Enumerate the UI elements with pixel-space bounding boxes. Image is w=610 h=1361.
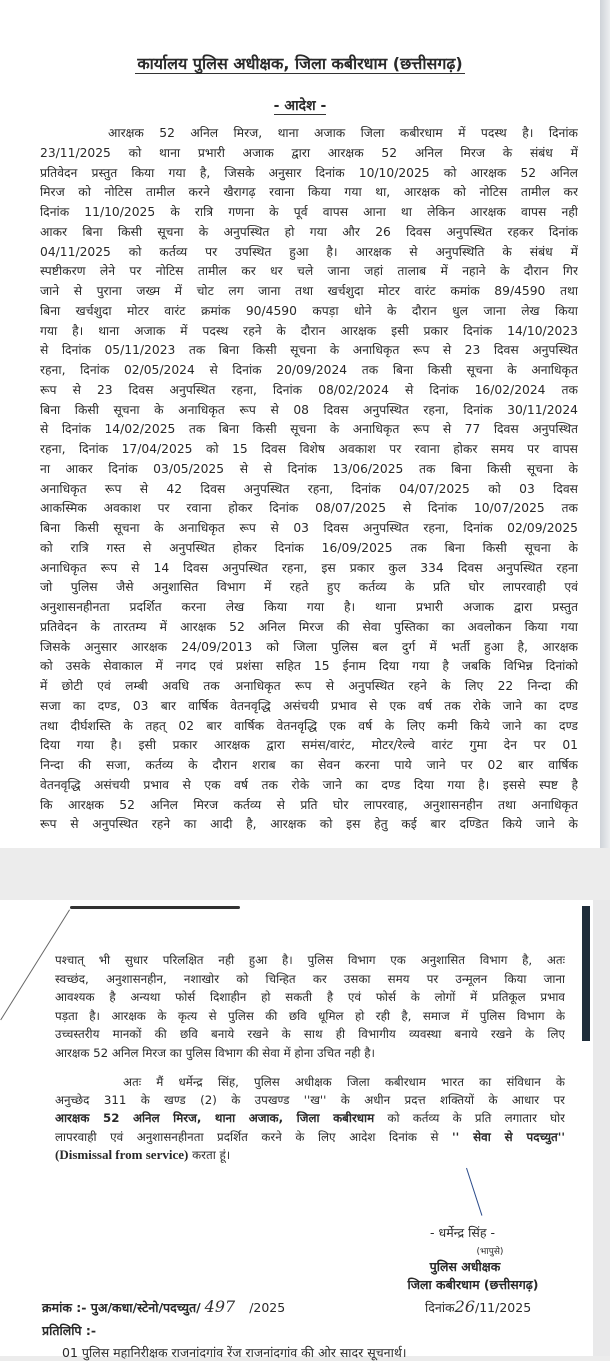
- body-line: अनाधिकृत रूप से 14 दिवस अनुपस्थित रहना, इस प्रकार कुल 334 दिवस अनुपस्थित रहना: [40, 560, 578, 575]
- date-rest: /11/2025: [475, 1300, 532, 1315]
- office-title: [0, 52, 600, 74]
- page-edge: [600, 0, 610, 848]
- body-line: आकर बिना किसी सूचना के अनुपस्थित हो गया और 26 दिवस अनुपस्थित रहकर दिनांक: [40, 224, 578, 239]
- body-line: जाने से पुराना जख्म में चोट लग जाना तथा खर्चशुदा मोटर वारंट कमांक 89/4590 तथा: [40, 284, 578, 298]
- order-text: करता हूं।: [188, 1148, 231, 1162]
- date-day-handwritten: 26: [454, 1297, 476, 1316]
- order-text: को कर्तव्य के प्रति लगातार घोर: [374, 1111, 565, 1125]
- body-line: तथा दीर्घशस्ति के तहत् 02 बार वार्षिक वेतनवृद्धि एक वर्ष के लिए कमी किये जाने का दण्ड: [40, 718, 578, 733]
- body-line: पड़ता है। आरक्षक के कृत्य से पुलिस की छवि धूमिल हो रही है, समाज में पुलिस विभाग के: [55, 1008, 565, 1023]
- page-margin-strip: [593, 900, 610, 1356]
- body-line: स्पष्टीकरण लेने पर नोटिस तामील कर धर चले जाना जहां तालाब में नहाने के दौरान गिर: [40, 264, 578, 279]
- order-line: [55, 1146, 230, 1164]
- body-line: जिसके अनुसार आरक्षक 24/09/2013 को जिला पुलिस बल दुर्ग में भर्ती हुआ है, आरक्षक: [40, 639, 578, 654]
- office-title-text: कार्यालय पुलिस अधीक्षक, जिला कबीरधाम (छत्तीसगढ़): [137, 54, 463, 73]
- body-line: निन्दा की सजा, कर्तव्य के दौरान शराब का सेवन करना पाये जाने पर 02 बार वार्षिक: [40, 758, 578, 772]
- body-line: प्रतिवेदन प्रस्तुत किया गया है, जिसके अनुसार दिनांक 10/10/2025 को आरक्षक 52 अनिल: [40, 165, 578, 180]
- copy-item: 01 पुलिस महानिरीक्षक राजनांदगांव रेंज राजनांदगांव की ओर सादर सूचनार्थ।: [62, 1345, 407, 1360]
- body-line: ना आकर दिनांक 03/05/2025 से से दिनांक 13/06/2025 तक बिना किसी सूचना के: [40, 461, 578, 476]
- paper-fold-mark: [70, 906, 240, 909]
- body-line: आकस्मिक अवकाश पर रवाना होकर दिनांक 08/07/2025 से दिनांक 10/07/2025 तक: [40, 501, 578, 516]
- body-line: जो पुलिस जैसे अनुशासित विभाग में रहते हुए कर्तव्य के प्रति घोर लापरवाही एवं: [40, 580, 578, 595]
- signatory-designation: पुलिस अधीक्षक: [429, 1259, 501, 1274]
- signatory-district: जिला कबीरधाम (छत्तीसगढ़): [407, 1277, 539, 1292]
- date-label: दिनांक: [425, 1300, 455, 1315]
- body-line: उच्चस्तरीय मानकों की छवि बनाये रखने के साथ ही विभागीय व्यवस्था बनाये रखने के लिए: [55, 1027, 565, 1042]
- body-line: आवश्यक है अन्यथा फोर्स दिशाहीन हो सकती है एवं फोर्स के लोगों में प्रतिकूल प्रभाव: [55, 990, 565, 1005]
- dismissal-text: '' सेवा से पदच्युत'': [452, 1130, 565, 1144]
- signatory-service: (भापुसे): [476, 1247, 504, 1257]
- body-line: दिनांक 11/10/2025 के रात्रि गणना के पूर्व वापस आना था लेकिन आरक्षक वापस नही: [40, 205, 578, 219]
- copy-to-label: प्रतिलिपि :-: [42, 1323, 97, 1338]
- body-line: से दिनांक 14/02/2025 तक बिना किसी सूचना के अनाधिकृत रूप से 77 दिवस अनुपस्थित: [40, 422, 578, 437]
- body-line: प्रतिवेदन के तारतम्य में आरक्षक 52 अनिल मिरज की सेवा पुस्तिका का अवलोकन किया गया: [40, 619, 578, 634]
- body-line: दिया गया है। इसी प्रकार आरक्षक द्वारा समंस/वारंट, मोटर/रेल्वे वारंट गुमा देन पर 01: [40, 738, 578, 753]
- dismissal-english: (Dismissal from service): [55, 1147, 189, 1162]
- order-line: [55, 1109, 565, 1127]
- body-line: मिरज को नोटिस तामील करने खैरागढ़ रवाना किया गया था, आरक्षक को नोटिस तामील कर: [40, 185, 578, 200]
- order-heading: [0, 96, 600, 115]
- body-line: वेतनवृद्धि असंचयी प्रभाव से एक वर्ष तक रोके जाने का दण्ड दिया गया है। इससे स्पष्ट है: [40, 777, 578, 792]
- signatory-name: - धर्मेन्द्र सिंह -: [430, 1225, 495, 1240]
- body-line: रूप से 23 दिवस अनुपस्थित रहना, दिनांक 08/02/2024 से दिनांक 16/02/2024 तक: [40, 382, 578, 397]
- page-edge: [582, 906, 590, 1041]
- body-line: अनाधिकृत रूप से 42 दिवस अनुपस्थित रहना, दिनांक 04/07/2025 को 03 दिवस: [40, 481, 578, 496]
- body-line: सजा का दण्ड, 03 बार वार्षिक वेतनवृद्धि असंचयी प्रभाव से एक वर्ष तक रोके जाने का दण्ड: [40, 698, 578, 713]
- body-line: बिना खर्चशुदा मोटर वारंट क्रमांक 90/4590 कपड़ा धोने के दौरान धुल जाना लेख किया: [40, 303, 578, 318]
- body-line: बिना किसी सूचना के अनाधिकृत रूप से 03 दिवस अनुपस्थित रहना, दिनांक 02/09/2025: [40, 521, 578, 535]
- ref-prefix: क्रमांक :- पुअ/कधा/स्टेनो/पदच्युत/: [42, 1300, 201, 1315]
- order-line: अतः मैं धर्मेन्द्र सिंह, पुलिस अधीक्षक जिला कबीरधाम भारत का संविधान के: [123, 1075, 565, 1089]
- ref-number-handwritten: 497: [204, 1297, 236, 1316]
- body-line: गया है। थाना अजाक में पदस्थ रहने के दौरान आरक्षक इसी प्रकार दिनांक 14/10/2023: [40, 323, 578, 338]
- order-heading-text: - आदेश -: [273, 98, 327, 114]
- order-line: अनुच्छेद 311 के खण्ड (2) के उपखण्ड ''ख'' के अधीन प्रदत्त शक्तियों के आधार पर: [55, 1093, 565, 1107]
- body-line: को रात्रि गस्त से अनुपस्थित होकर दिनांक 16/09/2025 तक बिना किसी सूचना के: [40, 540, 578, 555]
- body-line: बिना किसी सूचना के अनाधिकृत रूप से 08 दिवस अनुपस्थित रहना, दिनांक 30/11/2024: [40, 402, 578, 417]
- body-line: 23/11/2025 को थाना प्रभारी अजाक द्वारा आरक्षक 52 अनिल मिरज के संबंध में: [40, 145, 578, 160]
- order-line: [55, 1128, 565, 1146]
- body-line: पश्चात् भी सुधार परिलक्षित नही हुआ है। पुलिस विभाग एक अनुशासित विभाग है, अतः: [55, 953, 565, 967]
- reference-number: [42, 1297, 285, 1316]
- body-line: से दिनांक 05/11/2023 तक बिना किसी सूचना के अनाधिकृत रूप से 23 दिवस अनुपस्थित: [40, 343, 578, 358]
- body-line: अनुशासनहीनता प्रदर्शित करना लेख किया गया है। थाना प्रभारी अजाक द्वारा प्रस्तुत: [40, 600, 578, 614]
- body-line: रूप से अनुपस्थित रहने का आदी है, आरक्षक को इस हेतु कई बार दण्डित किये जाने के: [40, 817, 578, 832]
- body-line: रहना, दिनांक 02/05/2024 से दिनांक 20/09/2024 तक बिना किसी सूचना के अनाधिकृत: [40, 363, 578, 377]
- order-date: [425, 1297, 531, 1316]
- body-line: आरक्षक 52 अनिल मिरज, थाना अजाक जिला कबीरधाम में पदस्थ है। दिनांक: [108, 126, 578, 140]
- body-line: कि आरक्षक 52 अनिल मिरज कर्तव्य से प्रति घोर लापरवाह, अनुशासनहीन तथा अनाधिकृत: [40, 797, 578, 812]
- ref-suffix: /2025: [249, 1300, 286, 1315]
- body-line: 04/11/2025 को कर्तव्य पर उपस्थित हुआ है। आरक्षक से अनुपस्थिति के संबंध में: [40, 244, 578, 259]
- body-line: आरक्षक 52 अनिल मिरज का पुलिस विभाग की सेवा में होना उचित नही है।: [55, 1046, 375, 1060]
- body-line: में छोटी एवं लम्बी अवधि तक अनाधिकृत रूप से अनुपस्थित रहने के लिए 22 निन्दा की: [40, 679, 578, 693]
- body-line: रहना, दिनांक 17/04/2025 को 15 दिवस विशेष अवकाश पर रवाना होकर समय पर वापस: [40, 442, 578, 456]
- body-line: को उसके सेवाकाल में नगद एवं प्रशंसा सहित 15 ईनाम दिया गया है जबकि विभिन्न दिनांको: [40, 659, 578, 674]
- accused-name: आरक्षक 52 अनिल मिरज, थाना अजाक, जिला कबीरधाम: [55, 1111, 375, 1125]
- order-text: लापरवाही एवं अनुशासनहीनता प्रदर्शित करने के लिए आदेश दिनांक से: [55, 1130, 453, 1144]
- body-line: स्वच्छंद, अनुशासनहीन, नशाखोर को चिन्हित कर उसका समय पर उन्मूलन किया जाना: [55, 971, 565, 986]
